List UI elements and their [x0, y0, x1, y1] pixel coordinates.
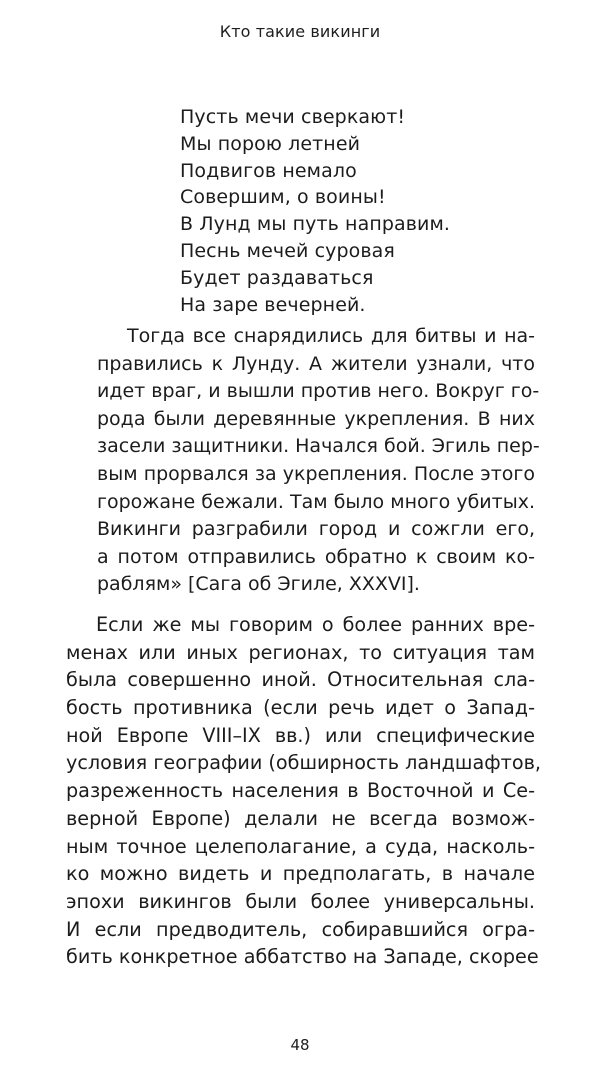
running-head-title: Кто такие викинги [219, 22, 381, 41]
text-line: была совершенно иной. Относительная сла- [66, 668, 535, 692]
poem-line: В Лунд мы путь направим. [180, 213, 451, 236]
poem-line: Будет раздаваться [180, 266, 374, 289]
poem-line: Совершим, о воины! [180, 186, 386, 209]
text-line: раблям» [Сага об Эгиле, XXXVI]. [97, 573, 420, 596]
text-line: эпохи викингов были более универсальны. [66, 889, 535, 913]
text-line: бить конкретное аббатство на Западе, скорее [66, 945, 539, 969]
text-line: Если же мы говорим о более ранних вре- [96, 613, 535, 636]
text-line: условия географии (обширность ландшафтов, [66, 751, 541, 775]
text-line: ко можно видеть и предполагать, в начале [66, 862, 535, 886]
text-line: И если предводитель, собиравшийся огра- [66, 917, 535, 941]
text-line: ным точное целеполагание, а суда, насколь- [66, 834, 535, 858]
text-line: вым прорвался за укрепления. После этого [97, 462, 535, 485]
text-line: разреженность населения в Восточной и Се- [66, 779, 535, 803]
text-line: верной Европе) делали не всегда возмож- [66, 806, 535, 830]
body-paragraph [66, 611, 541, 971]
text-line: идет враг, и вышли против него. Вокруг го- [97, 380, 540, 403]
text-line: Викинги разграбили город и сожгли его, [97, 518, 535, 541]
poem-line: Песнь мечей суровая [180, 239, 395, 262]
text-line: правились к Лунду. А жители узнали, что [97, 352, 535, 375]
text-line: ной Европе VIII–IX вв.) или специфические [66, 723, 535, 747]
poem-line: На заре вечерней. [180, 293, 366, 316]
text-line: бость противника (если речь идет о Запад- [66, 696, 535, 720]
text-line: засели защитники. Начался бой. Эгиль пер- [97, 435, 540, 458]
page-number: 48 [290, 1036, 310, 1054]
poem-verse [180, 104, 450, 318]
text-line: горожане бежали. Там было много убитых. [97, 490, 535, 513]
poem-line: Подвигов немало [180, 159, 357, 182]
poem-line: Мы порою летней [180, 132, 361, 155]
text-line: рода были деревянные укрепления. В них [97, 407, 535, 430]
text-line: Тогда все снарядились для битвы и на- [127, 325, 535, 347]
text-line: менах или иных регионах, то ситуация там [66, 640, 535, 664]
quoted-saga-paragraph [97, 323, 540, 599]
text-line: а потом отправились обратно к своим ко- [97, 545, 535, 568]
poem-line: Пусть мечи сверкают! [180, 106, 406, 128]
